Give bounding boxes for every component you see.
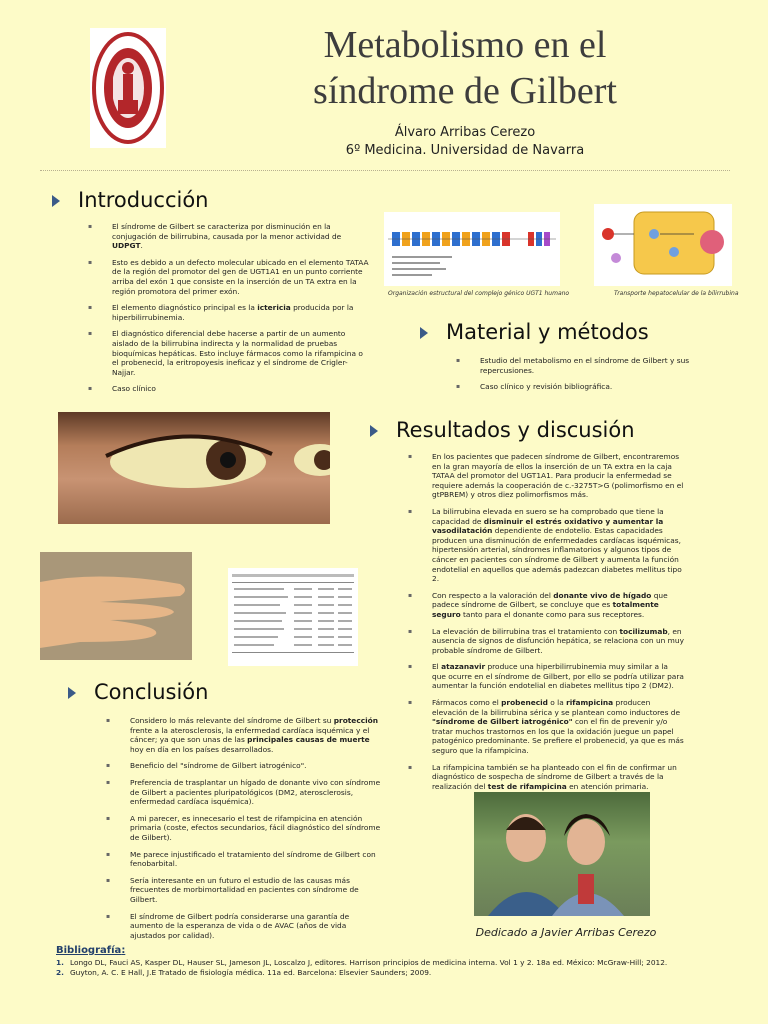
intro-item-3: ▪ El elemento diagnóstico principal es la ictericia producida por la hiperbilirrubinemia. — [112, 303, 370, 322]
poster-title — [230, 22, 700, 114]
intro-item-5: ▪ Caso clínico — [112, 384, 370, 394]
title-line-1: Metabolismo en el — [323, 24, 607, 66]
bilirubin-transport-diagram — [594, 204, 732, 286]
results-item-4: ▪ La elevación de bilirrubina tras el tratamiento con tocilizumab, en ausencia de signos de disfunción hepática, se relaciona con un muy probable síndrome de Gilbert. — [432, 627, 684, 656]
title-line-2: síndrome de Gilbert — [313, 70, 617, 112]
conclusion-item-3: ▪ Preferencia de trasplantar un hígado de donante vivo con síndrome de Gilbert a pacientes pluripatológicos (DM2, aterosclerosis, enfermedad cardíaca isquémica). — [130, 778, 382, 807]
section-triangle-icon — [52, 195, 60, 207]
methods-heading-text: Material y métodos — [446, 320, 649, 344]
results-item-2: ▪ La bilirrubina elevada en suero se ha comprobado que tiene la capacidad de disminuir el estrés oxidativo y aumentar la vasodilatación dependiente de endotelio. Estas capacidades producen una disminución de enfermedades cardíacas isquémicas, hipertensión arterial, síndromes inflamatorios y algunos tipos de cáncer en pacientes con síndrome de Gilbert y aumenta la función endotelial en aquellos que además padezcan diabetes mellitus tipo 2. — [432, 507, 684, 584]
bibliography-item-1: 1. Longo DL, Fauci AS, Kasper DL, Hauser SL, Jameson JL, Loscalzo J, editores. Harrison principios de medicina interna. Vol 1 y 2. 18a ed. México: McGraw-Hill; 2012. — [56, 958, 668, 967]
bibliography-item-2: 2. Guyton, A. C. E Hall, J.E Tratado de fisiología médica. 11a ed. Barcelona: Elsevier Saunders; 2009. — [56, 968, 432, 977]
conclusion-item-6: ▪ Sería interesante en un futuro el estudio de las causas más frecuentes de morbimortalidad en pacientes con síndrome de Gilbert. — [130, 876, 382, 905]
section-triangle-icon — [370, 425, 378, 437]
conclusion-item-2: ▪ Beneficio del "síndrome de Gilbert iatrogénico". — [130, 761, 382, 771]
university-seal-logo — [90, 28, 166, 148]
results-heading — [370, 418, 635, 442]
bibliography-heading: Bibliografía: — [56, 945, 126, 956]
portrait-photo — [474, 792, 650, 916]
results-item-5: ▪ El atazanavir produce una hiperbilirrubinemia muy similar a la que ocurre en el síndrome de Gilbert, por ello se podría utilizar para aumentar la función endotelial en diabetes mellitus tipo 2 (DM2). — [432, 662, 684, 691]
results-item-6: ▪ Fármacos como el probenecid o la rifampicina producen elevación de la bilirrubina sérica y se plantean como inductores de "síndrome de Gilbert iatrogénico" con el fin de prevenir y/o tratar muchos trastornos en los que la oxidación juegue un papel patogénico predominante. Se prefiere el probenecid, ya que es más seguro que la rifampicina. — [432, 698, 684, 756]
methods-item-1: ▪ Estudio del metabolismo en el síndrome de Gilbert y sus repercusiones. — [480, 356, 700, 375]
results-item-3: ▪ Con respecto a la valoración del donante vivo de hígado que padece síndrome de Gilbert, se concluye que es totalmente seguro tanto para el donante como para sus receptores. — [432, 591, 684, 620]
methods-heading — [420, 320, 649, 344]
methods-list — [480, 356, 700, 399]
bibliography-list — [56, 958, 736, 978]
intro-item-4: ▪ El diagnóstico diferencial debe hacerse a partir de un aumento aislado de la bilirrubina indirecta y la normalidad de pruebas bioquímicas hepáticas. Esto incluye fármacos como la rifampicina o el probenecid, la eritropoyesis ineficaz y el síndrome de Crigler-Najjar. — [112, 329, 370, 377]
intro-list — [112, 222, 370, 401]
conclusion-heading — [68, 680, 208, 704]
section-triangle-icon — [420, 327, 428, 339]
conclusion-item-5: ▪ Me parece injustificado el tratamiento del síndrome de Gilbert con fenobarbital. — [130, 850, 382, 869]
author-name: Álvaro Arribas Cerezo — [394, 125, 536, 140]
ugt-gene-diagram — [384, 212, 560, 286]
results-item-1: ▪ En los pacientes que padecen síndrome de Gilbert, encontraremos en la gran mayoría de ellos la inserción de un TA extra en la caja TATAA del promotor del UGT1A1. Para producir la enfermedad se requiere además la cooperación de c.-3275T>G (polimorfismo en el gtPBREM) y otros diez polimorfismos más. — [432, 452, 684, 500]
results-heading-text: Resultados y discusión — [396, 418, 635, 442]
conclusion-list — [130, 716, 382, 947]
results-table-figure — [228, 568, 358, 666]
intro-heading-text: Introducción — [78, 188, 209, 212]
intro-item-1: ▪ El síndrome de Gilbert se caracteriza por disminución en la conjugación de bilirrubina, causada por la menor actividad de UDPGT. — [112, 222, 370, 251]
intro-item-2: ▪ Esto es debido a un defecto molecular ubicado en el elemento TATAA de la región del promotor del gen de UGT1A1 en un punto corriente arriba del exón 1 que consiste en la inserción de un TA extra en la región promotora del primer exón. — [112, 258, 370, 296]
results-item-7: ▪ La rifampicina también se ha planteado con el fin de confirmar un diagnóstico de sospecha de síndrome de Gilbert a través de la realización del test de rifampicina en atención primaria. — [432, 763, 684, 792]
jaundiced-eye-photo — [58, 412, 330, 524]
author-block — [230, 124, 700, 160]
conclusion-item-4: ▪ A mi parecer, es innecesario el test de rifampicina en atención primaria (coste, efectos secundarios, fácil diagnóstico del síndrome de Gilbert). — [130, 814, 382, 843]
conclusion-heading-text: Conclusión — [94, 680, 209, 704]
caption-ugt: Organización estructural del complejo génico UGT1 humano — [388, 290, 570, 297]
intro-heading — [52, 188, 208, 212]
conclusion-item-1: ▪ Considero lo más relevante del síndrome de Gilbert su protección frente a la aterosclerosis, la enfermedad cardíaca isquémica y el cáncer; ya que son unas de las principales causas de muerte hoy en día en los países desarrollados. — [130, 716, 382, 754]
caption-transport: Transporte hepatocelular de la bilirrubina — [614, 290, 739, 297]
author-affiliation: 6º Medicina. Universidad de Navarra — [345, 143, 585, 158]
results-list — [432, 452, 684, 798]
bibliography — [56, 946, 736, 978]
dedication-text: Dedicado a Javier Arribas Cerezo — [475, 926, 657, 939]
conclusion-item-7: ▪ El síndrome de Gilbert podría considerarse una garantía de aumento de la esperanza de vida o de AVAC (años de vida ajustados por calidad). — [130, 912, 382, 941]
section-triangle-icon — [68, 687, 76, 699]
header-divider — [40, 170, 730, 171]
methods-item-2: ▪ Caso clínico y revisión bibliográfica. — [480, 382, 700, 392]
jaundiced-hand-photo — [40, 552, 192, 660]
